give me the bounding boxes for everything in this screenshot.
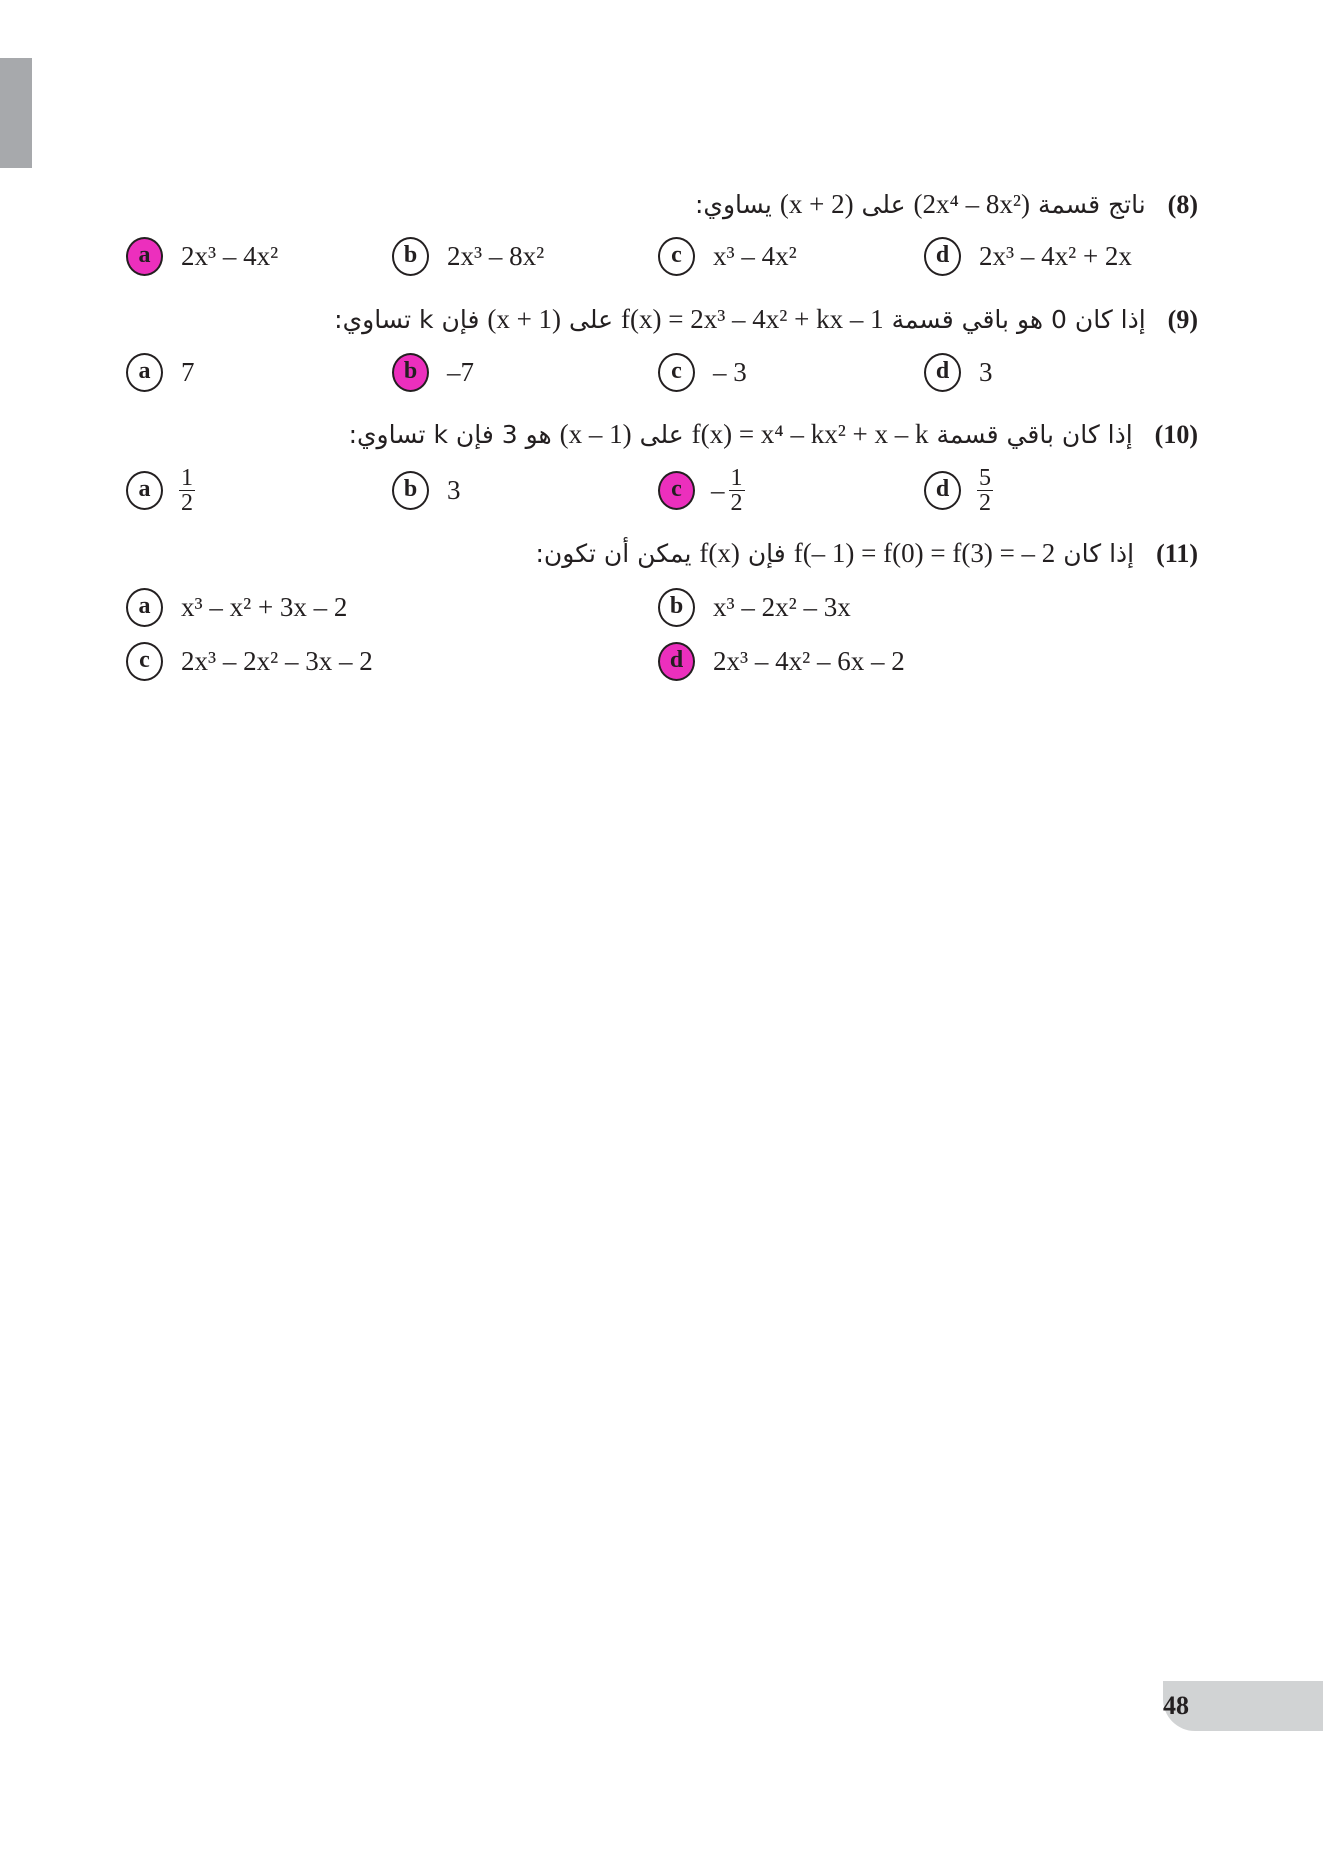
question-text: على — [569, 305, 614, 334]
question-number: (10) — [1154, 420, 1198, 449]
question-expression: f(– 1) = f(0) = f(3) = – 2 — [793, 538, 1056, 568]
question-10-stem — [349, 418, 1198, 451]
page-number: 48 — [1163, 1691, 1189, 1720]
option-letter-badge[interactable]: c — [658, 471, 695, 510]
option-answer: 2x³ – 2x² – 3x – 2 — [181, 645, 373, 676]
question-expression: (x – 1) — [559, 419, 632, 449]
option-answer: 3 — [447, 474, 461, 505]
question-expression: f(x) = x⁴ – kx² + x – k — [691, 419, 929, 449]
option-answer: x³ – 4x² — [713, 240, 797, 271]
question-text: على — [639, 420, 684, 449]
option-letter-badge[interactable]: c — [658, 353, 695, 392]
option-fraction — [729, 466, 745, 515]
fraction-denominator: 2 — [181, 489, 193, 516]
q10-option-b[interactable] — [392, 470, 461, 510]
q11-option-b[interactable] — [658, 587, 851, 627]
question-text: هو 3 فإن k تساوي: — [348, 420, 552, 449]
option-answer: 2x³ – 4x² + 2x — [979, 240, 1132, 271]
option-letter-badge[interactable]: a — [126, 471, 163, 510]
question-text: يمكن أن تكون: — [535, 539, 692, 568]
question-expression: (x + 2) — [779, 189, 854, 219]
question-11-stem — [536, 537, 1199, 570]
option-letter-badge[interactable]: d — [924, 353, 961, 392]
option-letter-badge[interactable]: b — [392, 471, 429, 510]
question-text: يساوي: — [694, 190, 772, 219]
q8-option-c[interactable] — [658, 236, 797, 276]
option-fraction — [179, 466, 195, 515]
question-text: إذا كان — [1063, 539, 1135, 568]
option-letter-badge[interactable]: a — [126, 237, 163, 276]
option-answer: – 3 — [713, 356, 747, 387]
q8-option-b[interactable] — [392, 236, 544, 276]
minus-sign: – — [711, 474, 725, 505]
option-answer: 2x³ – 4x² — [181, 240, 279, 271]
q10-option-a[interactable] — [126, 464, 195, 516]
option-answer: x³ – 2x² – 3x — [713, 591, 851, 622]
fraction-denominator: 2 — [979, 489, 991, 516]
option-answer: –7 — [447, 356, 474, 387]
option-letter-badge[interactable]: c — [126, 642, 163, 681]
q11-option-c[interactable] — [126, 641, 373, 681]
option-answer: x³ – x² + 3x – 2 — [181, 591, 348, 622]
q10-option-d[interactable] — [924, 464, 993, 516]
question-9-stem — [334, 303, 1198, 336]
q9-option-b[interactable] — [392, 352, 474, 392]
option-letter-badge[interactable]: c — [658, 237, 695, 276]
question-text: إذا كان 0 هو باقي قسمة — [891, 305, 1146, 334]
q8-option-d[interactable] — [924, 236, 1132, 276]
option-letter-badge[interactable]: d — [924, 237, 961, 276]
question-expression: f(x) = 2x³ – 4x² + kx – 1 — [621, 304, 884, 334]
option-letter-badge[interactable]: a — [126, 353, 163, 392]
q9-option-a[interactable] — [126, 352, 195, 392]
question-text: على — [861, 190, 906, 219]
fraction-numerator: 5 — [979, 464, 991, 491]
q9-option-c[interactable] — [658, 352, 747, 392]
option-letter-badge[interactable]: b — [392, 353, 429, 392]
option-answer: 3 — [979, 356, 993, 387]
option-fraction — [977, 466, 993, 515]
q11-option-a[interactable] — [126, 587, 347, 627]
question-expression: f(x) — [699, 538, 740, 568]
option-negative-fraction — [711, 466, 745, 515]
option-letter-badge[interactable]: b — [658, 588, 695, 627]
option-answer: 2x³ – 4x² – 6x – 2 — [713, 645, 905, 676]
q11-option-d[interactable] — [658, 641, 905, 681]
question-text: فإن k تساوي: — [334, 305, 480, 334]
fraction-numerator: 1 — [181, 464, 193, 491]
option-letter-badge[interactable]: d — [658, 642, 695, 681]
question-text: فإن — [747, 539, 786, 568]
q8-option-a[interactable] — [126, 236, 278, 276]
question-expression: (2x⁴ – 8x²) — [913, 189, 1031, 219]
question-expression: (x + 1) — [487, 304, 562, 334]
question-number: (8) — [1167, 190, 1198, 219]
question-text: إذا كان باقي قسمة — [936, 420, 1133, 449]
question-text: ناتج قسمة — [1037, 190, 1146, 219]
fraction-denominator: 2 — [730, 489, 743, 516]
question-8-stem — [695, 188, 1198, 221]
option-letter-badge[interactable]: d — [924, 471, 961, 510]
q9-option-d[interactable] — [924, 352, 993, 392]
option-letter-badge[interactable]: b — [392, 237, 429, 276]
option-letter-badge[interactable]: a — [126, 588, 163, 627]
side-margin-tab — [0, 58, 32, 168]
question-number: (11) — [1156, 539, 1198, 568]
fraction-numerator: 1 — [730, 464, 743, 491]
option-answer: 7 — [181, 356, 195, 387]
option-answer: 2x³ – 8x² — [447, 240, 545, 271]
question-number: (9) — [1167, 305, 1198, 334]
q10-option-c[interactable] — [658, 464, 745, 516]
